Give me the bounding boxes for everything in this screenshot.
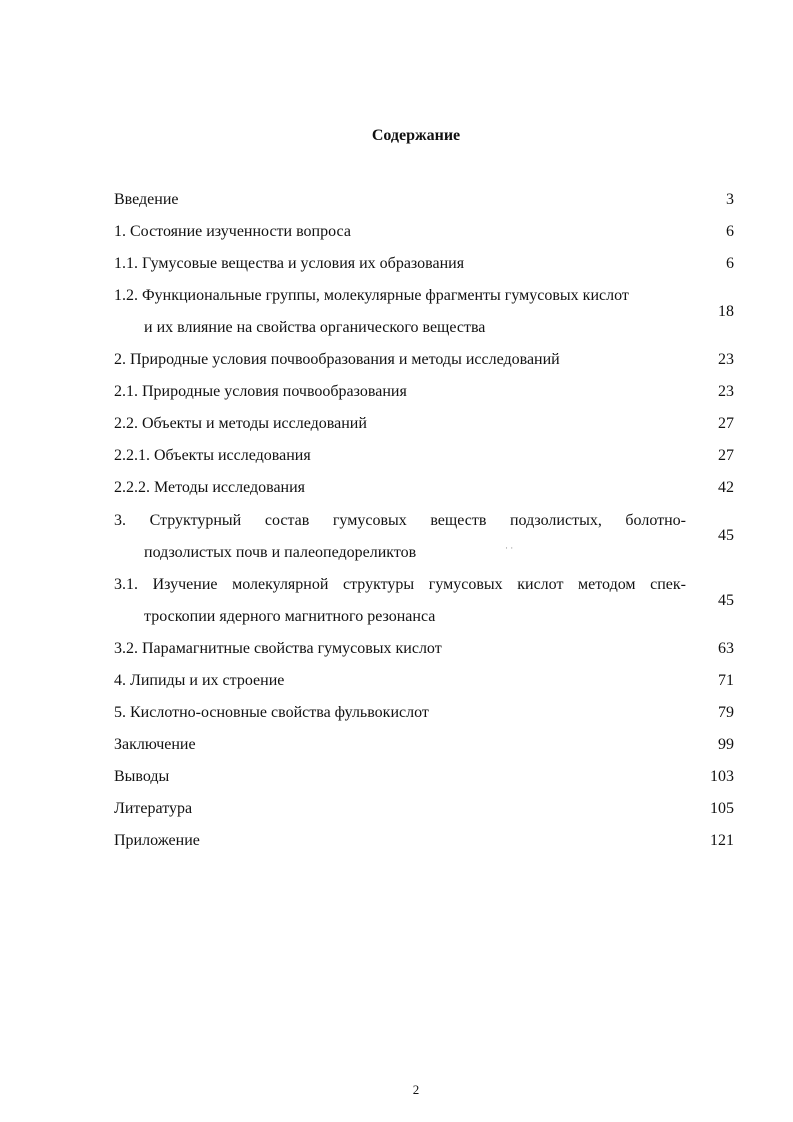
toc-entry-page: 63 <box>718 640 734 657</box>
toc-entry-page: 79 <box>718 704 734 721</box>
toc-entry-page: 23 <box>718 351 734 368</box>
toc-entry-page: 103 <box>710 768 734 785</box>
toc-entry-text: Литература <box>114 800 193 817</box>
toc-entry-page: 27 <box>718 447 734 464</box>
toc-entry-page: 23 <box>718 383 734 400</box>
toc-entry-text: 2.2. Объекты и методы исследований <box>114 415 367 432</box>
toc-entry-text: 1. Состояние изученности вопроса <box>114 223 351 240</box>
toc-entry-text: Заключение <box>114 736 196 753</box>
toc-entry-page: 105 <box>710 800 734 817</box>
toc-entry-text: 5. Кислотно-основные свойства фульвокислот <box>114 704 429 721</box>
toc-entry-text: Приложение <box>114 832 200 849</box>
scan-smudge: · · <box>505 543 514 553</box>
toc-entry-text: 1.1. Гумусовые вещества и условия их образования <box>114 255 465 272</box>
toc-entry-text: 2.1. Природные условия почвообразования <box>114 383 407 400</box>
toc-entry-3-1 <box>114 575 734 627</box>
toc-entry-page: 99 <box>718 736 734 753</box>
toc-entry-page: 6 <box>726 223 734 240</box>
toc-entry-text: 2.2.1. Объекты исследования <box>114 447 311 464</box>
toc-entry-text-continued: подзолистых почв и палеопедореликтов <box>144 544 417 561</box>
toc-entry-text: 4. Липиды и их строение <box>114 672 285 689</box>
toc-entry-text: 2.2.2. Методы исследования <box>114 479 306 496</box>
toc-entry-page: 3 <box>726 191 734 208</box>
toc-entry-page: 6 <box>726 255 734 272</box>
toc-entry-text-continued: троскопии ядерного магнитного резонанса <box>144 608 436 625</box>
toc-entry-1-2 <box>114 286 734 338</box>
toc-entry-text: 3. Структурный состав гумусовых веществ подзолистых, болотно- <box>114 512 686 529</box>
toc-entry-text: 3.1. Изучение молекулярной структуры гумусовых кислот методом спек- <box>114 576 686 593</box>
toc-entry-text: 3.2. Парамагнитные свойства гумусовых кислот <box>114 640 442 657</box>
page-title: Содержание <box>371 127 461 144</box>
toc-entry-text: Введение <box>114 191 179 208</box>
toc-entry-page: 45 <box>718 527 734 544</box>
toc-entry-3 <box>114 511 734 563</box>
toc-entry-text: 2. Природные условия почвообразования и методы исследований <box>114 351 560 368</box>
toc-entry-page: 27 <box>718 415 734 432</box>
toc-entry-page: 18 <box>718 303 734 320</box>
toc-entry-page: 121 <box>710 832 734 849</box>
toc-entry-text: 1.2. Функциональные группы, молекулярные фрагменты гумусовых кислот <box>114 287 629 304</box>
toc-entry-text: Выводы <box>114 768 170 785</box>
toc-entry-page: 71 <box>718 672 734 689</box>
toc-entry-text-continued: и их влияние на свойства органического вещества <box>144 319 486 336</box>
toc-entry-page: 45 <box>718 592 734 609</box>
toc-entry-page: 42 <box>718 479 734 496</box>
page-number: 2 <box>412 1082 420 1097</box>
